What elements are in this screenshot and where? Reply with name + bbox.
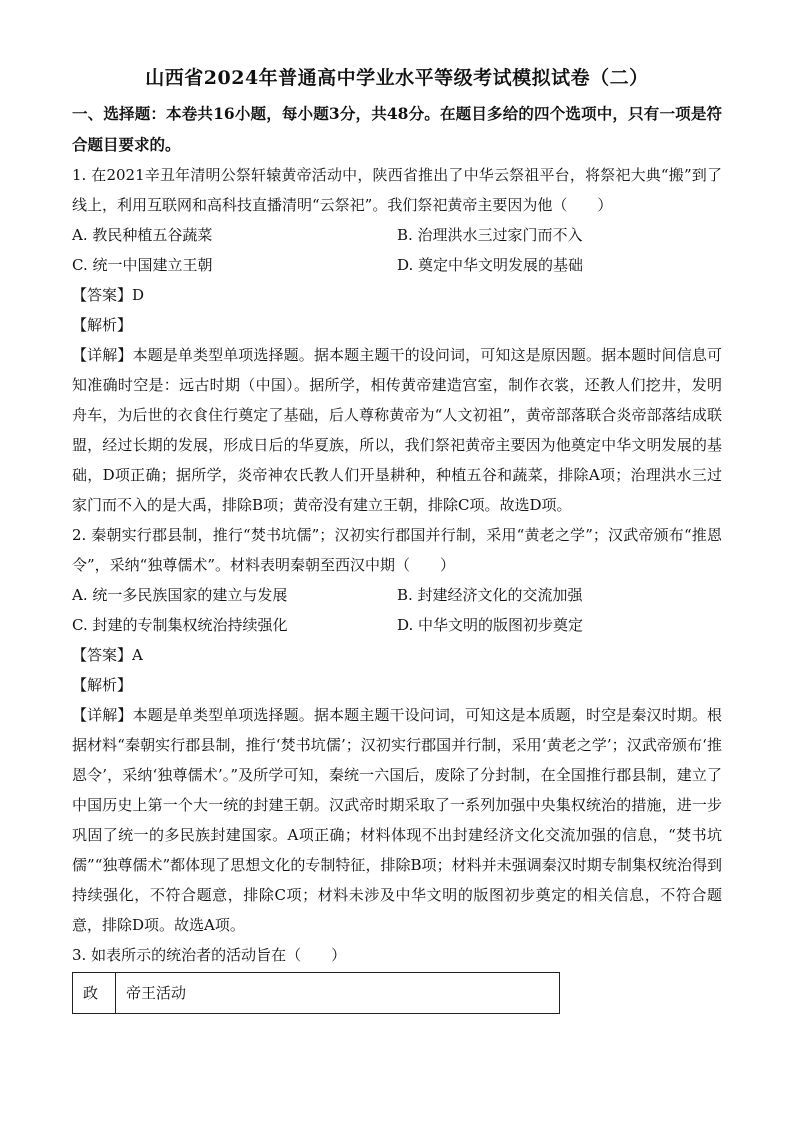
analysis-label: 【解析】 [72,316,133,334]
option-d: D. 奠定中华文明发展的基础 [397,256,584,274]
question-stem: 3. 如表所示的统治者的活动旨在（ ） [72,946,347,964]
table-cell: 政 [73,973,116,1014]
analysis-label: 【解析】 [72,676,133,694]
option-c: C. 封建的专制集权统治持续强化 [72,616,288,634]
question-2 [72,520,722,940]
option-d: D. 中华文明的版图初步奠定 [397,616,584,634]
option-row [72,220,722,250]
table-row [73,973,560,1014]
section-heading: 一、选择题：本卷共16小题，每小题3分，共48分。在题目多给的四个选项中，只有一项是符合题目要求的。 [72,104,722,154]
question-stem: 2. 秦朝实行郡县制，推行“焚书坑儒”；汉初实行郡国并行制，采用“黄老之学”；汉武帝颁布“推恩令”，采纳“独尊儒术”。材料表明秦朝至西汉中期（ ） [72,526,722,574]
answer-label: 【答案】D [72,286,145,304]
document-page [72,62,722,1014]
detail-explanation: 【详解】本题是单类型单项选择题。据本题主题干设问词，可知这是本质题，时空是秦汉时期。根据材料“秦朝实行郡县制，推行‘焚书坑儒’；汉初实行郡国并行制，采用‘黄老之学’；汉武帝颁布‘推恩令’，采纳‘独尊儒术’。”及所学可知，秦统一六国后，废除了分封制，在全国推行郡县制，建立了中国历史上第一个大一统的封建王朝。汉武帝时期采取了一系列加强中央集权统治的措施，进一步巩固了统一的多民族封建国家。A项正确；材料体现不出封建经济文化交流加强的信息，“焚书坑儒”“独尊儒术”都体现了思想文化的专制特征，排除B项；材料并未强调秦汉时期专制集权统治得到持续强化，不符合题意，排除C项；材料未涉及中华文明的版图初步奠定的相关信息，不符合题意，排除D项。故选A项。 [72,706,722,934]
activity-table [72,972,560,1014]
answer-label: 【答案】A [72,646,143,664]
option-b: B. 治理洪水三过家门而不入 [397,226,583,244]
page-title: 山西省2024年普通高中学业水平等级考试模拟试卷（二） [145,67,649,89]
option-a: A. 教民种植五谷蔬菜 [72,226,213,244]
question-1 [72,160,722,520]
question-3 [72,940,722,1014]
option-row [72,250,722,280]
option-b: B. 封建经济文化的交流加强 [397,586,583,604]
detail-explanation: 【详解】本题是单类型单项选择题。据本题主题干的设问词，可知这是原因题。据本题时间信息可知准确时空是：远古时期（中国）。据所学，相传黄帝建造宫室，制作衣裳，还教人们挖井，发明舟车，为后世的衣食住行奠定了基础，后人尊称黄帝为“人文初祖”，黄帝部落联合炎帝部落结成联盟，经过长期的发展，形成日后的华夏族，所以，我们祭祀黄帝主要因为他奠定中华文明发展的基础，D项正确；据所学，炎帝神农氏教人们开垦耕种，种植五谷和蔬菜，排除A项；治理洪水三过家门而不入的是大禹，排除B项；黄帝没有建立王朝，排除C项。故选D项。 [72,346,722,514]
table-cell: 帝王活动 [116,973,560,1014]
option-row [72,610,722,640]
question-stem: 1. 在2021辛丑年清明公祭轩辕黄帝活动中，陕西省推出了中华云祭祖平台，将祭祀大典“搬”到了线上，利用互联网和高科技直播清明“云祭祀”。我们祭祀黄帝主要因为他（ ） [72,166,722,214]
option-row [72,580,722,610]
option-a: A. 统一多民族国家的建立与发展 [72,586,288,604]
option-c: C. 统一中国建立王朝 [72,256,213,274]
